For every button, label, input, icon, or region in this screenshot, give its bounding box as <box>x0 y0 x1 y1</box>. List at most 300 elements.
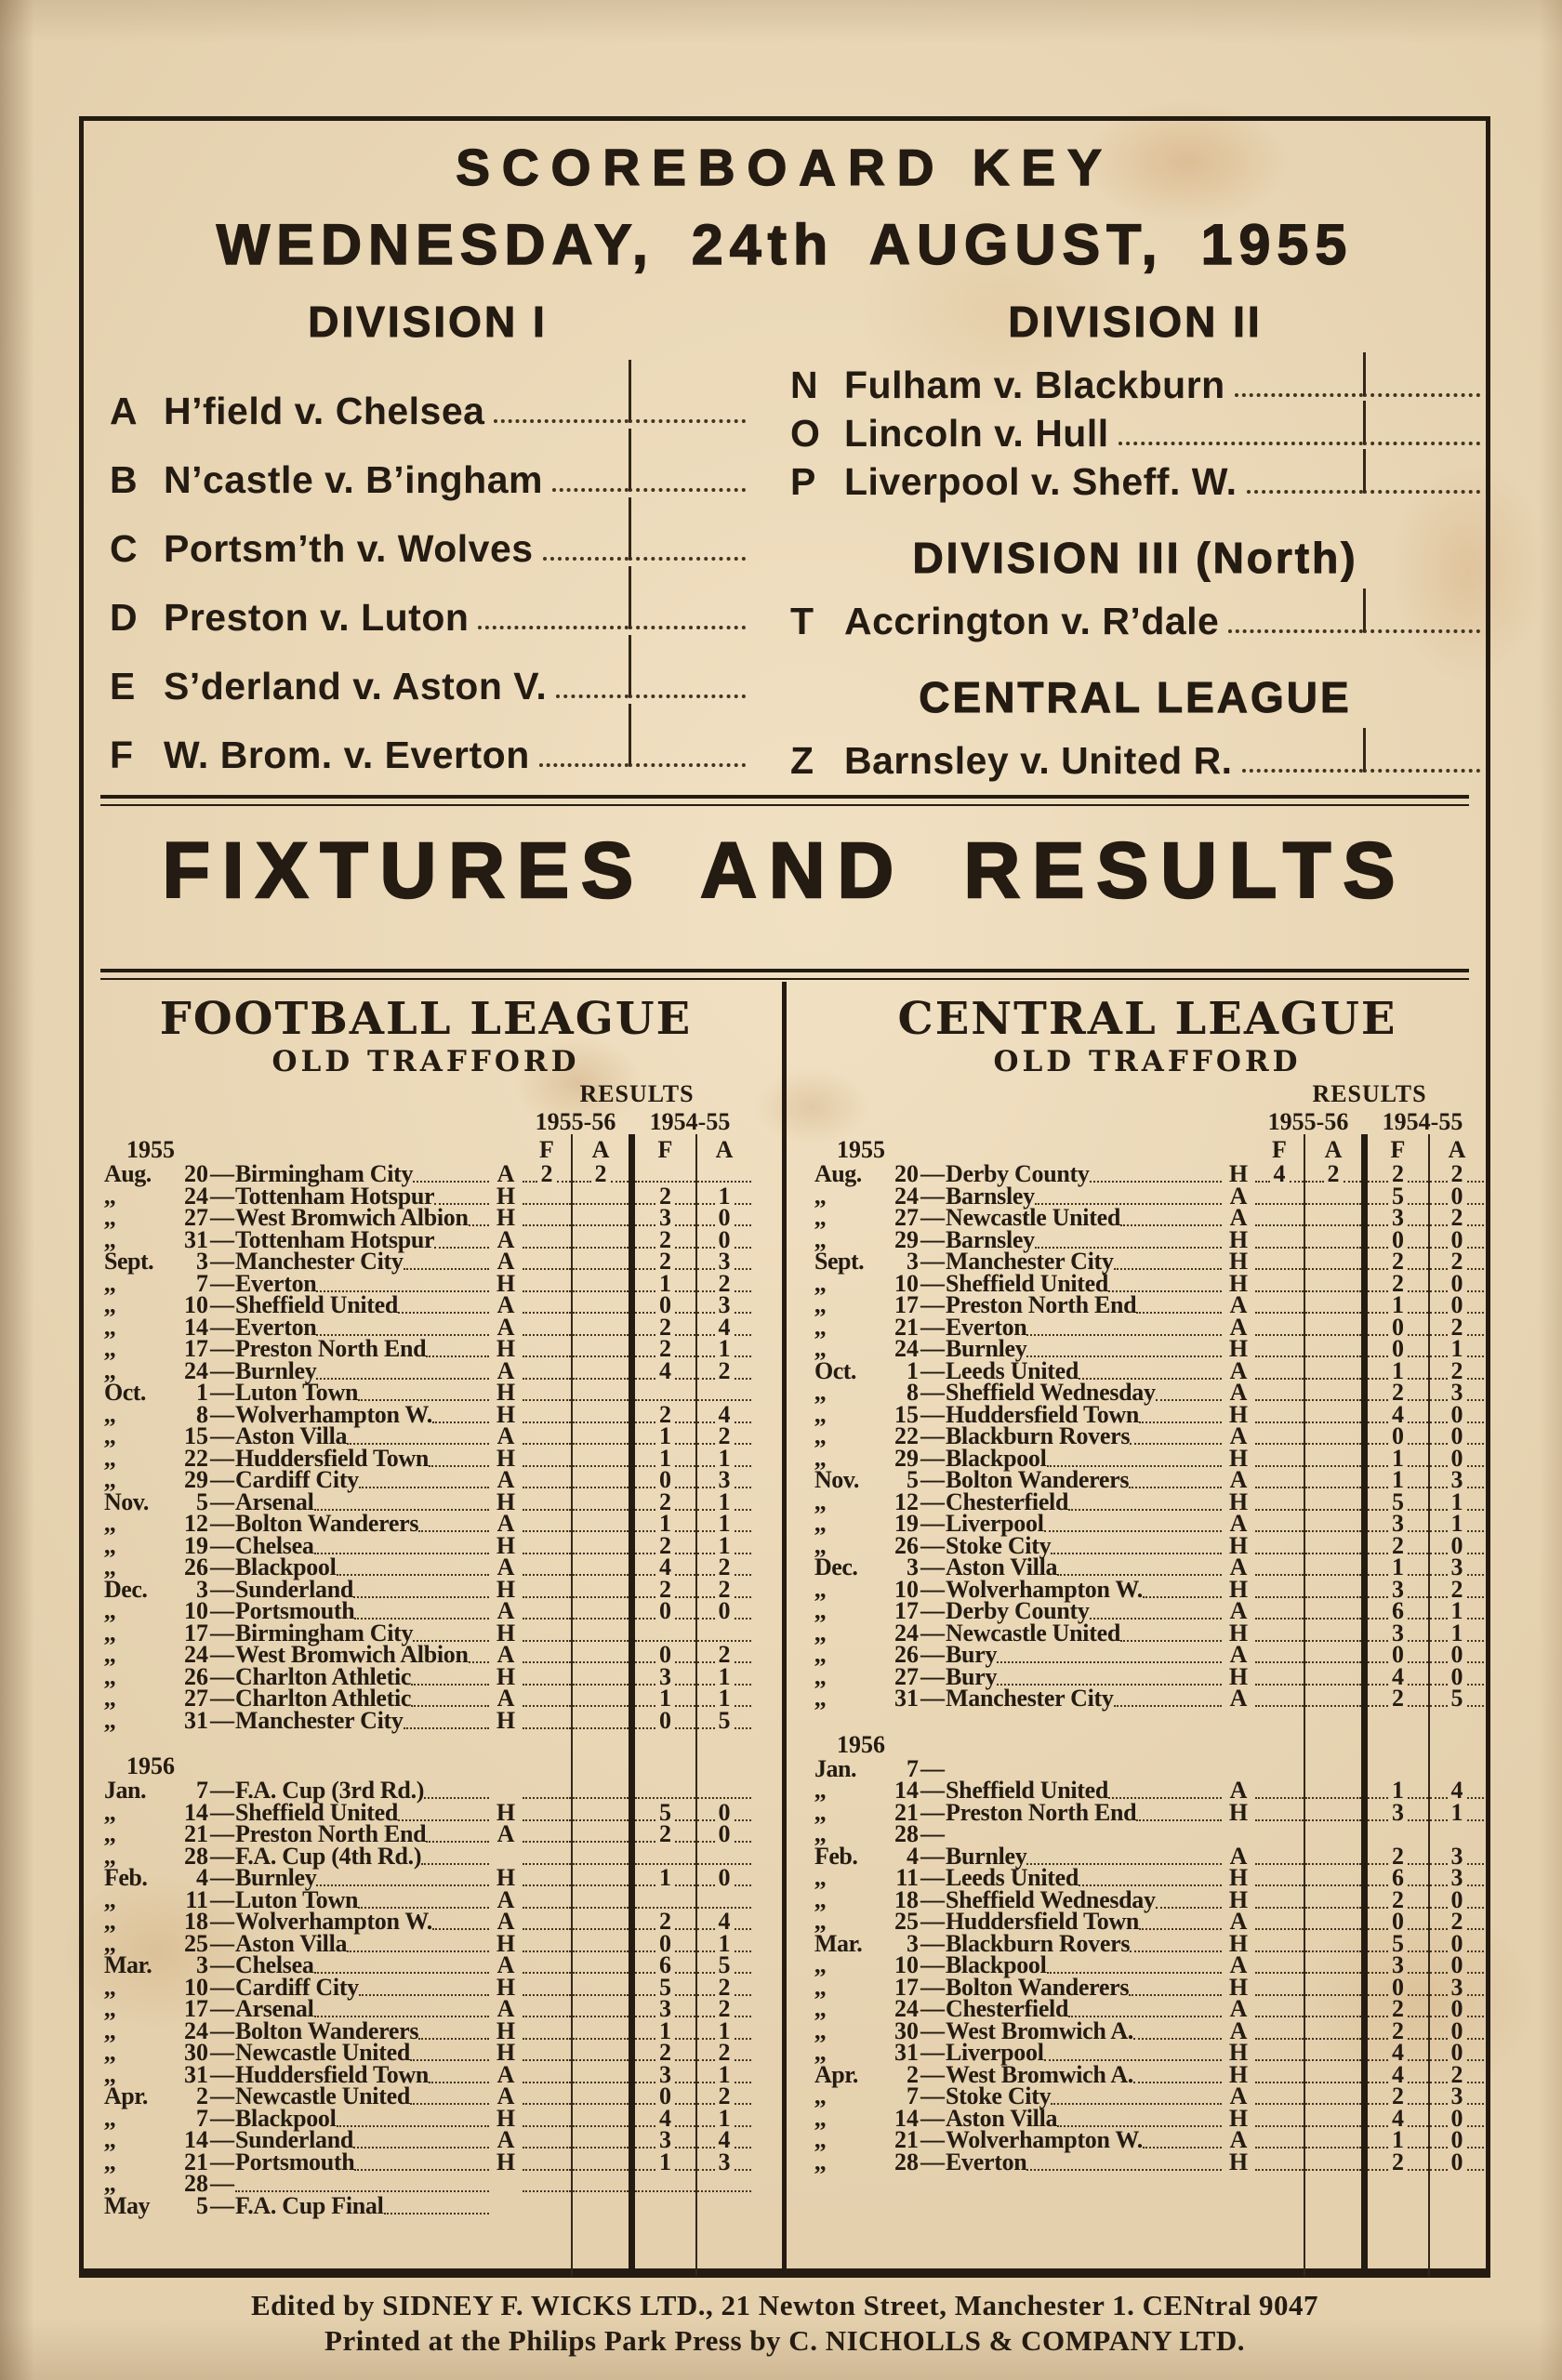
date-dash: — <box>210 1864 234 1891</box>
dotted-leader <box>697 2147 715 2149</box>
dotted-leader <box>523 1727 571 1729</box>
dotted-leader <box>1255 1312 1304 1314</box>
dotted-leader <box>1368 1421 1388 1423</box>
dotted-leader <box>675 1950 695 1952</box>
opponent-name: Birmingham City <box>235 1619 414 1646</box>
opponent-name: Newcastle United <box>946 1619 1120 1646</box>
dotted-leader <box>1430 1487 1448 1488</box>
result-current-against <box>571 1888 629 1912</box>
rule-cell <box>1361 2172 1428 2276</box>
month-cell: ,, <box>104 1422 115 1449</box>
dotted-leader <box>1430 1596 1448 1598</box>
dotted-leader <box>1255 1355 1304 1357</box>
dotted-leader <box>1408 1224 1428 1226</box>
score-value: 1 <box>1392 1466 1404 1493</box>
dotted-leader <box>573 1797 629 1799</box>
dotted-leader <box>735 2169 752 2171</box>
fixture-row <box>811 2104 1484 2132</box>
score-value: 1 <box>718 1444 731 1472</box>
result-current-for <box>1255 1757 1304 1781</box>
date-dash: — <box>210 1641 234 1668</box>
dotted-leader <box>635 2103 655 2105</box>
result-current-for <box>523 1801 571 1825</box>
score-entry-dots-away <box>1363 449 1480 494</box>
dotted-leader <box>523 1203 571 1205</box>
venue-cell: H <box>1228 1335 1249 1362</box>
dotted-leader <box>1255 1509 1304 1511</box>
day-cell: 1 <box>907 1356 919 1384</box>
opponent-name: Sheffield Wednesday <box>946 1379 1156 1406</box>
score-value: 0 <box>1450 1662 1463 1690</box>
score-value: 2 <box>1392 1842 1404 1870</box>
month-cell: ,, <box>814 1379 826 1406</box>
score-value: 2 <box>1450 1313 1463 1341</box>
fixture-row <box>100 1510 751 1537</box>
dotted-leader <box>735 1465 752 1467</box>
dotted-leader <box>1305 1596 1361 1598</box>
date-dash: — <box>920 1379 945 1406</box>
fixture-row <box>811 1466 1484 1493</box>
score-value: 0 <box>1392 1641 1404 1668</box>
score-value: 2 <box>1392 1160 1404 1187</box>
score-entry-dots-home <box>556 694 629 698</box>
date-dash: — <box>920 1864 945 1891</box>
opponent-name: F.A. Cup (4th Rd.) <box>235 1842 422 1870</box>
dotted-leader <box>523 1247 571 1249</box>
month-cell: ,, <box>104 1706 115 1734</box>
dotted-leader <box>635 1203 655 1205</box>
result-current-for <box>1255 1316 1304 1340</box>
fixture-row <box>811 1490 1484 1513</box>
dotted-leader <box>735 2038 752 2040</box>
venue-cell: H <box>496 2104 516 2132</box>
date-dash: — <box>920 2148 945 2175</box>
day-cell: 28 <box>184 1842 208 1870</box>
dotted-leader <box>635 2147 655 2149</box>
dotted-leader <box>1430 1863 1448 1865</box>
dotted-leader <box>434 1247 489 1249</box>
dotted-leader <box>635 1841 655 1843</box>
result-current-against <box>1304 2063 1361 2087</box>
date-dash: — <box>920 1597 945 1624</box>
dotted-leader <box>1305 1661 1361 1663</box>
fixture-row <box>811 1864 1484 1891</box>
dotted-leader <box>469 1224 489 1226</box>
fixture-row <box>811 1908 1484 1935</box>
result-current-for <box>523 1976 571 2000</box>
dotted-leader <box>314 1553 489 1554</box>
opponent-name: Charlton Athletic <box>235 1685 412 1712</box>
score-value: 5 <box>1392 1488 1404 1515</box>
opponent-name: Blackpool <box>946 1444 1047 1472</box>
dotted-leader <box>1467 1399 1485 1401</box>
dotted-leader <box>1305 1972 1361 1974</box>
opponent-name: Aston Villa <box>235 1929 348 1957</box>
day-cell: 3 <box>196 1575 208 1603</box>
dotted-leader <box>635 1553 655 1554</box>
venue-cell: H <box>496 1379 516 1406</box>
dotted-leader <box>1305 2147 1361 2149</box>
score-value: 2 <box>718 1422 731 1449</box>
dotted-leader <box>1305 1553 1361 1554</box>
dotted-leader <box>573 2169 629 2171</box>
result-current-for <box>1255 2150 1304 2175</box>
fixture-row <box>811 1356 1484 1384</box>
dotted-leader <box>1368 1819 1388 1821</box>
date-dash: — <box>210 1706 234 1734</box>
rule-cell <box>1361 1709 1428 1757</box>
month-cell: ,, <box>814 2082 826 2109</box>
dotted-leader <box>1430 1797 1448 1799</box>
dotted-leader <box>675 2016 695 2017</box>
result-previous-against <box>695 2194 751 2218</box>
key-entry-row <box>110 433 746 502</box>
month-cell: ,, <box>104 2126 115 2153</box>
month-cell: Jan. <box>104 1777 146 1804</box>
dotted-leader <box>1408 1355 1428 1357</box>
month-cell: ,, <box>814 1641 826 1668</box>
dotted-leader <box>523 1640 571 1642</box>
result-current-against <box>571 1997 629 2021</box>
date-dash: — <box>920 2104 945 2132</box>
dotted-leader <box>735 1841 752 1843</box>
dotted-leader <box>1467 1863 1485 1865</box>
date-dash: — <box>920 1951 945 1978</box>
dotted-leader <box>1430 1378 1448 1380</box>
result-current-for <box>523 2150 571 2175</box>
dotted-leader <box>1467 2016 1485 2017</box>
dotted-leader <box>1368 1618 1388 1620</box>
result-current-against <box>1304 1932 1361 1956</box>
day-cell: 5 <box>196 1488 208 1515</box>
dotted-leader <box>1408 1465 1428 1467</box>
fixture-row <box>100 1400 751 1428</box>
month-cell: Oct. <box>104 1379 146 1406</box>
dotted-leader <box>1368 1640 1388 1642</box>
dotted-leader <box>697 2059 715 2061</box>
division-heading: DIVISION I <box>308 298 548 346</box>
dotted-leader <box>635 1819 655 1821</box>
dotted-leader <box>1305 1618 1361 1620</box>
dotted-leader <box>1467 1950 1485 1952</box>
venue-cell: H <box>496 1335 516 1362</box>
spacer-cell <box>1255 2172 1304 2276</box>
result-current-for <box>1255 1381 1304 1405</box>
score-value: 0 <box>718 1798 731 1826</box>
date-dash: — <box>920 1662 945 1690</box>
month-cell: ,, <box>814 1531 826 1559</box>
month-cell: ,, <box>814 2126 826 2153</box>
dotted-leader <box>1467 1884 1485 1886</box>
key-fixture-label: Accrington v. R’dale <box>844 600 1220 642</box>
score-value: 1 <box>718 1929 731 1957</box>
date-dash: — <box>920 2082 945 2109</box>
dotted-leader <box>1305 1907 1361 1909</box>
dotted-leader <box>1467 1907 1485 1909</box>
result-current-against <box>571 2194 629 2218</box>
opponent-name: Barnsley <box>946 1225 1035 1253</box>
season-label-previous: 1954-55 <box>1382 1108 1463 1135</box>
score-entry-dots-away <box>1363 352 1480 397</box>
dotted-leader <box>1467 2147 1485 2149</box>
result-previous-for <box>629 1706 695 1734</box>
result-current-for <box>1255 1953 1304 1977</box>
score-value: 1 <box>1450 1335 1463 1362</box>
day-cell: 21 <box>184 1820 208 1847</box>
result-current-against <box>1304 1997 1361 2021</box>
day-cell: 26 <box>894 1531 919 1559</box>
score-value: 2 <box>594 1160 607 1187</box>
venue-cell: H <box>1228 1885 1249 1913</box>
day-cell: 29 <box>184 1466 208 1493</box>
result-previous-for <box>1361 1686 1428 1711</box>
key-entry-row <box>790 456 1480 504</box>
score-value: 1 <box>718 2104 731 2132</box>
venue-cell: A <box>1229 1466 1248 1493</box>
result-current-for <box>523 1844 571 1869</box>
dotted-leader <box>1430 1574 1448 1576</box>
dotted-leader <box>1344 1181 1362 1183</box>
opponent-name: Burnley <box>235 1864 317 1891</box>
dotted-leader <box>1255 1972 1304 1974</box>
date-dash: — <box>920 1400 945 1428</box>
key-code-letter: O <box>790 412 820 455</box>
dotted-leader <box>697 1268 715 1270</box>
dotted-leader <box>573 2147 629 2149</box>
fixture-row <box>100 2191 751 2219</box>
fixture-row <box>100 1908 751 1935</box>
result-current-against <box>1304 1953 1361 1977</box>
dotted-leader <box>1430 1530 1448 1532</box>
dotted-leader <box>1430 2059 1448 2061</box>
score-value: 2 <box>1392 1885 1404 1913</box>
date-dash: — <box>210 2104 234 2132</box>
opponent-name: Bury <box>946 1641 998 1668</box>
score-value: 4 <box>1392 2039 1404 2066</box>
month-cell: ,, <box>104 1842 115 1870</box>
key-code-letter: C <box>110 527 138 570</box>
key-code-letter: P <box>790 460 816 503</box>
dotted-leader <box>1305 1487 1361 1488</box>
venue-cell: A <box>1229 1685 1248 1712</box>
opponent-name: Huddersfield Town <box>946 1400 1140 1428</box>
dotted-leader <box>1368 2059 1388 2061</box>
result-current-against <box>1304 2107 1361 2131</box>
fixture-row <box>811 1531 1484 1559</box>
result-current-against <box>1304 1250 1361 1274</box>
dotted-leader <box>573 1994 629 1996</box>
month-cell: Nov. <box>814 1466 859 1493</box>
score-value: 2 <box>1392 1531 1404 1559</box>
table-filler-row <box>100 2215 751 2276</box>
dotted-leader <box>1305 1334 1361 1336</box>
result-current-against <box>1304 1844 1361 1869</box>
date-dash: — <box>920 1510 945 1537</box>
month-cell: ,, <box>814 1291 826 1318</box>
day-cell: 17 <box>894 1291 919 1318</box>
result-current-for <box>523 2194 571 2218</box>
venue-cell: H <box>496 1619 516 1646</box>
dotted-leader <box>735 2082 752 2083</box>
dotted-leader <box>1467 2059 1485 2061</box>
result-current-against <box>571 1599 629 1623</box>
result-current-against <box>571 1643 629 1667</box>
dotted-leader <box>1255 1661 1304 1663</box>
result-current-for <box>523 1424 571 1448</box>
month-cell: ,, <box>814 1488 826 1515</box>
month-cell: Oct. <box>814 1356 856 1384</box>
scoreboard-key-right-column <box>790 296 1480 783</box>
dotted-leader <box>735 1553 752 1554</box>
day-cell: 24 <box>184 1356 208 1384</box>
opponent-name: Huddersfield Town <box>235 2060 430 2088</box>
fixture-row <box>811 1335 1484 1362</box>
result-current-against <box>1304 1599 1361 1623</box>
opponent-name: Bury <box>946 1662 998 1690</box>
date-dash: — <box>920 1160 945 1187</box>
opponent-name: Liverpool <box>946 1510 1044 1537</box>
dotted-leader <box>1430 2147 1448 2149</box>
venue-cell: H <box>1228 1619 1249 1646</box>
score-value: 0 <box>1450 2039 1463 2066</box>
dotted-leader <box>1408 1268 1428 1270</box>
opponent-name: Manchester City <box>235 1248 404 1275</box>
dotted-leader <box>1467 1661 1485 1663</box>
date-dash: — <box>920 1777 945 1804</box>
season-label-current: 1955-56 <box>1267 1108 1349 1135</box>
day-cell: 24 <box>184 1182 208 1210</box>
result-current-against <box>571 1778 629 1803</box>
result-current-against <box>571 1424 629 1448</box>
result-current-for <box>1255 1555 1304 1580</box>
dotted-leader <box>426 1355 489 1357</box>
month-cell: ,, <box>104 1204 115 1231</box>
day-cell: 24 <box>184 2016 208 2044</box>
result-current-for <box>1255 1665 1304 1689</box>
dotted-leader <box>1430 1421 1448 1423</box>
score-value: 0 <box>1450 1400 1463 1428</box>
score-value: 4 <box>1450 1777 1463 1804</box>
month-cell: ,, <box>814 1510 826 1537</box>
dotted-leader <box>735 1884 752 1886</box>
dotted-leader <box>1255 2016 1304 2017</box>
dotted-leader <box>523 2103 571 2105</box>
fa-column-label: F <box>1272 1136 1287 1163</box>
score-value: 3 <box>1450 1973 1463 2001</box>
result-current-for <box>1255 1162 1304 1186</box>
month-cell: ,, <box>814 1685 826 1712</box>
dotted-leader <box>1467 1421 1485 1423</box>
date-dash: — <box>210 1182 234 1210</box>
dotted-leader <box>697 1487 715 1488</box>
date-dash: — <box>920 1291 945 1318</box>
venue-cell: H <box>496 1204 516 1231</box>
dotted-leader <box>1408 1443 1428 1445</box>
score-value: 0 <box>1450 1885 1463 1913</box>
result-current-for <box>523 2107 571 2131</box>
date-dash: — <box>210 1597 234 1624</box>
score-value: 2 <box>718 1973 731 2001</box>
day-cell: 5 <box>196 2191 208 2219</box>
day-cell: 24 <box>184 1641 208 1668</box>
dotted-leader <box>1305 1224 1361 1226</box>
dotted-leader <box>697 2169 715 2171</box>
dotted-leader <box>635 2059 655 2061</box>
fixture-row <box>100 1885 751 1913</box>
score-entry-dots-away <box>629 635 746 698</box>
opponent-name: F.A. Cup (3rd Rd.) <box>235 1777 425 1804</box>
dotted-leader <box>1120 1224 1222 1226</box>
dotted-leader <box>573 1399 629 1401</box>
month-cell: ,, <box>104 1269 115 1297</box>
dotted-leader <box>1368 1247 1388 1249</box>
venue-cell: H <box>1228 1488 1249 1515</box>
result-current-for <box>523 2041 571 2065</box>
dotted-leader <box>1255 2038 1304 2040</box>
day-cell: 2 <box>907 2060 919 2088</box>
day-cell: 18 <box>894 1885 919 1913</box>
dotted-leader <box>1408 1203 1428 1205</box>
score-value: 0 <box>659 1291 671 1318</box>
result-current-for <box>1255 1976 1304 2000</box>
result-current-against <box>1304 1534 1361 1558</box>
dotted-leader <box>523 1574 571 1576</box>
dotted-leader <box>573 2190 629 2192</box>
result-current-for <box>523 2128 571 2152</box>
fixture-row <box>811 2126 1484 2153</box>
dotted-leader <box>697 1841 715 1843</box>
result-current-for <box>523 1447 571 1471</box>
rule-cell <box>1428 1709 1484 1757</box>
dotted-leader <box>1255 1443 1304 1445</box>
dotted-leader <box>1467 1574 1485 1576</box>
dotted-leader <box>1368 1378 1388 1380</box>
month-cell: ,, <box>104 2060 115 2088</box>
season-label-previous: 1954-55 <box>649 1108 731 1135</box>
score-value: 3 <box>1392 1510 1404 1537</box>
fa-column-label: A <box>1304 1134 1361 1162</box>
dotted-leader <box>1430 2038 1448 2040</box>
dotted-leader <box>1430 1247 1448 1249</box>
key-entry-list <box>790 359 1480 504</box>
dotted-leader <box>697 1378 715 1380</box>
month-cell: Apr. <box>104 2082 148 2109</box>
opponent-name: F.A. Cup Final <box>235 2191 384 2219</box>
day-cell: 21 <box>894 2126 919 2153</box>
rule-cell <box>1428 2172 1484 2276</box>
dotted-leader <box>1467 1994 1485 1996</box>
dotted-leader <box>1305 1509 1361 1511</box>
key-entry-row <box>110 502 746 571</box>
day-cell: 17 <box>184 1619 208 1646</box>
central-league-table <box>811 984 1484 2276</box>
result-previous-against <box>695 1356 751 1384</box>
dotted-leader <box>1368 1290 1388 1292</box>
fixture-row <box>100 2084 751 2107</box>
score-value: 1 <box>1392 1291 1404 1318</box>
dotted-leader <box>697 1312 715 1314</box>
venue-cell: A <box>1229 1777 1248 1804</box>
score-value: 2 <box>1392 2082 1404 2109</box>
result-current-against <box>571 1447 629 1471</box>
dotted-leader <box>1408 1553 1428 1554</box>
result-previous-for <box>629 2150 695 2175</box>
dotted-leader <box>1368 1334 1388 1336</box>
score-value: 4 <box>718 1908 731 1935</box>
result-current-for <box>1255 1932 1304 1956</box>
opponent-name: Tottenham Hotspur <box>235 1225 435 1253</box>
dotted-leader <box>1255 1863 1304 1865</box>
